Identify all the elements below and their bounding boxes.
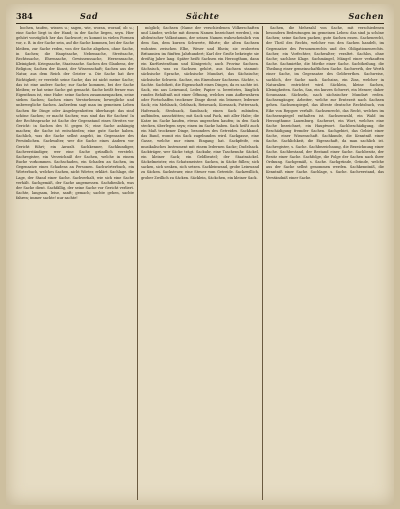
dictionary-page	[6, 4, 394, 505]
column-1-text: bochen, taufen, wissen u.; sagen, wie, woran, worauf, ob u.; eine Sache liegt in der Hand; in der Sache liegen, seyn. Hier gehört vorzüglich her das Sachwort; es kommt in vielen Formen vor, z. B. in der Sache sein, auf die Sache kommen, bei der Sache bleiben, zur Sache reden, von der Sache abgehen, ohne Sache, in Sachen; die Hauptsache, Nebensache, Streitsache, Rechtssache, Ehrensache, Gewissenssache, Herzenssache, Kleinigkeit, Kriegssache, Staatssache. Sachen des Glaubens, der Religion; Sachen der Kunst, der Wissenschaft; Sachen aus der Natur, aus dem Reich der Geister u. Die Sache hat ihre Richtigkeit; er versteht seine Sache; das ist nicht meine Sache; das ist eine andere Sache; zur Sache kommen, bei der Sache bleiben; er hat seine Sache gut gemacht. Sache heißt ferner was Eigenthum ist, eine Habe: seine Sachen zusammenpacken, seine sieben Sachen; Sachen eines Verstorbenen; bewegliche und unbewegliche Sachen. Außerdem sagt man im gemeinen Leben Sachen für Dinge oder Angelegenheiten überhaupt: das sind schöne Sachen; er macht Sachen; was sind das für Sachen! In der Rechtssprache ist Sache der Gegenstand eines Streites vor Gericht: in Sachen des N. gegen N.; eine Sache anhängig machen; die Sache ist entschieden; eine gute Sache haben. Sachlich, was die Sache selbst angeht, im Gegensatze des Persönlichen. Sachwalter, wer die Sache eines Andern vor Gericht führt; ein Anwalt. Sachkenner, Sachkundiger, Sachverständiger, wer eine Sache gründlich versteht. Sachregister, ein Verzeichniß der Sachen, welche in einem Buche vorkommen. Sachschaden, ein Schaden an Sachen, im Gegensatze eines Schadens an Personen. Sachwörterbuch, ein Wörterbuch, welches Sachen, nicht Wörter, erklärt. Sachlage, die Lage, der Stand einer Sache. Sachverhalt, wie sich eine Sache verhält. Sachgemäß, der Sache angemessen. Sachdienlich, was der Sache dient. Sachfällig, der seine Sache vor Gericht verliert. Sachte, langsam, leise, sanft; gemach; sachte gehen, sachte fahren; immer sachte! nur sachte!	[16, 26, 134, 201]
catchword-right: Sachen	[348, 11, 384, 21]
text-column-2	[141, 26, 259, 500]
column-divider-1	[137, 26, 138, 500]
column-divider-2	[262, 26, 263, 500]
catchword-left: Sad	[80, 11, 99, 21]
text-column-3	[266, 26, 384, 500]
column-2-text: möglich; Sachsen (Name der verschiedenen Völkerschaften und Länder, welche mit diesem Namen bezeichnet werden), ein altdeutscher Volksstamm, der seinen Namen wahrscheinlich von dem Sax, dem kurzen Schwerte, führte; die alten Sachsen wohnten zwischen Elbe, Weser und Rhein; sie eroberten Britannien im fünften Jahrhundert; Karl der Große bekriegte sie dreißig Jahre lang. Später heißt Sachsen ein Herzogthum, dann ein Kurfürstenthum und Königreich; auch Provinz Sachsen. Sächsisch, was zu Sachsen gehört, aus Sachsen stammt: sächsische Sprache, sächsische Mundart, das Sächsische; sächsische Schweiz. Sachse, ein Einwohner Sachsens. Sächte, s. Sachte. Sachtheit, die Eigenschaft eines Dinges, da es sachte ist. Sack, ein aus Leinwand, Leder, Papier u. bereitetes, länglich rundes Behältniß mit einer Öffnung, welches zum Aufbewahren oder Fortschaffen trockener Dinge dient: ein leinener, lederner Sack; ein Mehlsack, Geldsack, Reisesack, Kornsack, Futtersack, Hafersack, Strohsack, Sandsack; einen Sack zubinden, aufbinden, ausschütten; mit Sack und Pack, mit aller Habe; die Katze im Sacke kaufen, etwas ungesehen kaufen; in den Sack stecken, überlegen seyn; einen im Sacke haben. Sack heißt auch ein Maß trockener Dinge, besonders des Getreides. Sackband, das Band, womit ein Sack zugebunden wird. Sackgasse, eine Gasse, welche nur einen Eingang hat. Sackpfeife, ein musikalisches Instrument mit einem ledernen Sacke; Dudelsack. Sackträger, wer Säcke trägt. Sackuhr, eine Taschenuhr. Säckel, ein kleiner Sack; ein Geldbeutel; der Staatssäckel. Säckelmeister, ein Schatzmeister. Sacken, in Säcke füllen; sich sacken, sich senken, sich setzen. Sackleinwand, grobe Leinwand zu Säcken. Sacksteuer, eine Steuer vom Getreide. Sackzwillich, grober Zwillich zu Säcken. Säcklein, Säckchen, ein kleiner Sack.	[141, 26, 259, 180]
page-header	[16, 9, 384, 24]
catchword-middle: Sächte	[186, 11, 220, 21]
page-number: 384	[16, 11, 33, 21]
column-3-text: Sachen, die Mehrzahl von Sache, mit verschiedenen besondern Bedeutungen im gemeinen Leben: das sind ja schöne Sachen; seine Sachen packen; gute Sachen essen. Sachenrecht, der Theil des Rechts, welcher von den Sachen handelt, im Gegensatze des Personenrechts und des Obligationenrechts. Sacher, ein Vorfechter, Sachwalter; veraltet. Sachlos, ohne Sache; sachlose Klage. Sachmängel, Mängel einer verkauften Sache. Sachmiethe, die Miethe einer Sache. Sachtheilung, die Theilung einer gemeinschaftlichen Sache. Sachwerth, der Werth einer Sache, im Gegensatze des Geldwerthes. Sachweise, sachlich, der Sache nach. Sachzins, ein Zins, welcher in Naturalien entrichtet wird. Sächlein, kleine Sachen, Kleinigkeiten. Sachs, Sax, ein kurzes Schwert, ein Messer; daher Scramasax. Sächseln, nach sächsischer Mundart reden. Sachsengänger, Arbeiter, welche zur Erntezeit nach Sachsen gehen. Sachsenspiegel, das älteste deutsche Rechtsbuch, von Eike von Repgow verfaßt. Sachsenrecht, das Recht, welches im Sachsenspiegel enthalten ist. Sachsenwald, ein Wald im Herzogthume Lauenburg. Sachwort, ein Wort, welches eine Sache bezeichnet, ein Hauptwort. Sachbeschädigung, die Beschädigung fremder Sachen. Sachgebiet, das Gebiet einer Sache, einer Wissenschaft. Sachkunde, die Kenntniß einer Sache. Sachlichkeit, die Eigenschaft, da man sachlich ist. Sachregister, s. Sache. Sachbezeichnung, die Bezeichnung einer Sache. Sachbestand, der Bestand einer Sache. Sachbesitz, der Besitz einer Sache. Sachfolge, die Folge der Sachen nach ihrer Ordnung. Sachgemäß, s. Sache. Sachgründe, Gründe, welche aus der Sache selbst genommen werden. Sachkenntniß, die Kenntniß einer Sache. Sachlage, s. Sache. Sachverstand, das Verständniß einer Sache.	[266, 26, 384, 180]
text-column-1	[16, 26, 134, 500]
